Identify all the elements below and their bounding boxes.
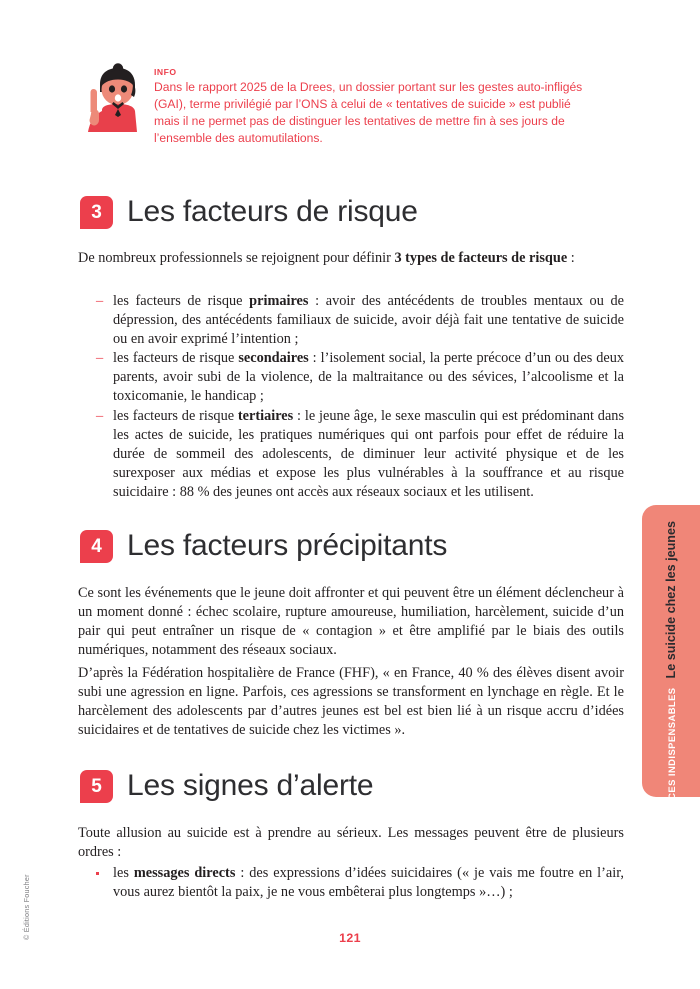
dash-bullet-icon: – xyxy=(96,293,104,309)
list-item xyxy=(96,292,624,349)
section-title-5: Les signes d’alerte xyxy=(127,769,374,802)
list-item-bold: tertiaires xyxy=(237,407,294,424)
list-item-bold: messages directs xyxy=(133,865,236,881)
list-item-text xyxy=(113,407,624,502)
square-bullet-icon xyxy=(96,872,106,910)
list-item xyxy=(96,407,624,502)
chapter-thumb-tab xyxy=(642,505,700,890)
section-number-badge-3: 3 xyxy=(80,196,113,229)
dash-bullet-icon: – xyxy=(96,407,104,424)
list-item-lead: les facteurs de risque xyxy=(113,350,239,367)
dash-bullet-icon: – xyxy=(96,350,104,367)
section-4-paragraph-2: D’après la Fédération hospitalière de France (FHF), « en France, 40 % des élèves disent avoir subi une agression en ligne. Parfois, ces agressions se transforment en lynchage en règle. Et le harcèlement des adolescents par d’autres jeunes est bel est bien lié à un risque accru d’idées suicidaires et de tentatives de suicide chez les victimes ». xyxy=(78,665,624,739)
list-item-lead: les xyxy=(113,865,134,881)
list-item-rest: : l’isolement social, la perte précoce d’un ou des deux parents, avoir subi de la violence, de la maltraitance ou des sévices, l’alcoolisme et la toxicomanie, le handicap ; xyxy=(113,350,624,405)
list-item-lead: les facteurs de risque xyxy=(113,407,238,424)
section-number-badge-5: 5 xyxy=(80,770,113,803)
chapter-tab-kicker: LES CONNAISSANCES INDISPENSABLES xyxy=(665,687,677,890)
section-4-paragraph-1: Ce sont les événements que le jeune doit affronter et qui peuvent être un élément déclencheur à un moment donné : échec scolaire, rupture amoureuse, humiliation, harcèlement, suicide d’un pair qui peut entraîner un risque de « contagion » et être amplifié par le biais des outils numériques, notamment des réseaux sociaux. xyxy=(78,585,624,659)
list-item-lead: les facteurs de risque xyxy=(113,293,250,309)
list-item-text xyxy=(113,292,624,349)
list-item-bold: primaires xyxy=(249,293,309,309)
list-item xyxy=(96,864,624,902)
chapter-thumb-tab-inner xyxy=(642,505,700,890)
section-number-badge-4: 4 xyxy=(80,530,113,563)
list-item-rest: : avoir des antécédents de troubles mentaux ou de dépression, des antécédents familiaux de suicide, avoir déjà fait une tentative de suicide ou en avoir exprimé l’intention ; xyxy=(113,293,624,348)
pointing-person-icon xyxy=(78,62,140,134)
section-3-intro-bold: 3 types de facteurs de risque xyxy=(394,250,568,266)
list-item-text xyxy=(113,864,624,902)
section-heading-5 xyxy=(80,769,373,803)
info-body xyxy=(154,62,590,147)
section-title-4: Les facteurs précipitants xyxy=(127,529,448,562)
info-label: INFO xyxy=(154,67,177,77)
list-item-rest: : le jeune âge, le sexe masculin qui est prédominant dans les actes de suicide, les pratiques numériques qui ont parfois pour effet de réduire la durée de sommeil des adolescents, de diminuer leur activité physique et de les surexposer aux médias et expose les plus vulnérables à la souffrance et au risque suicidaire : 88 % des jeunes ont accès aux réseaux sociaux et les utilisent. xyxy=(113,407,625,500)
section-3-intro-before: De nombreux professionnels se rejoignent pour définir xyxy=(78,250,395,266)
info-text: Dans le rapport 2025 de la Drees, un dossier portant sur les gestes auto-infligés (GAI), terme privilégié par l’ONS à celui de « tentatives de suicide » est publié mais il ne permet pas de distinguer les tentatives de mettre fin à ses jours de l’ensemble des automutilations. xyxy=(154,80,583,146)
info-callout xyxy=(78,62,590,147)
chapter-tab-title: Le suicide chez les jeunes xyxy=(664,521,678,679)
section-3-intro-after: : xyxy=(567,250,575,266)
section-heading-4 xyxy=(80,529,447,563)
section-3-intro xyxy=(78,249,624,268)
list-item-bold: secondaires xyxy=(238,350,309,367)
list-item xyxy=(96,349,624,406)
section-5-intro: Toute allusion au suicide est à prendre au sérieux. Les messages peuvent être de plusieurs ordres : xyxy=(78,825,624,861)
list-item-rest: : des expressions d’idées suicidaires (« je vais me foutre en l’air, vous aurez bientôt la paix, je ne vous embêterai plus longtemps »…) ; xyxy=(113,865,624,901)
section-title-3: Les facteurs de risque xyxy=(127,195,418,228)
section-5-list xyxy=(96,864,624,902)
page-number: 121 xyxy=(339,931,361,945)
publisher-credit: © Éditions Foucher xyxy=(22,874,31,940)
section-3-list xyxy=(96,292,624,502)
section-heading-3 xyxy=(80,195,418,229)
list-item-text xyxy=(113,349,624,406)
